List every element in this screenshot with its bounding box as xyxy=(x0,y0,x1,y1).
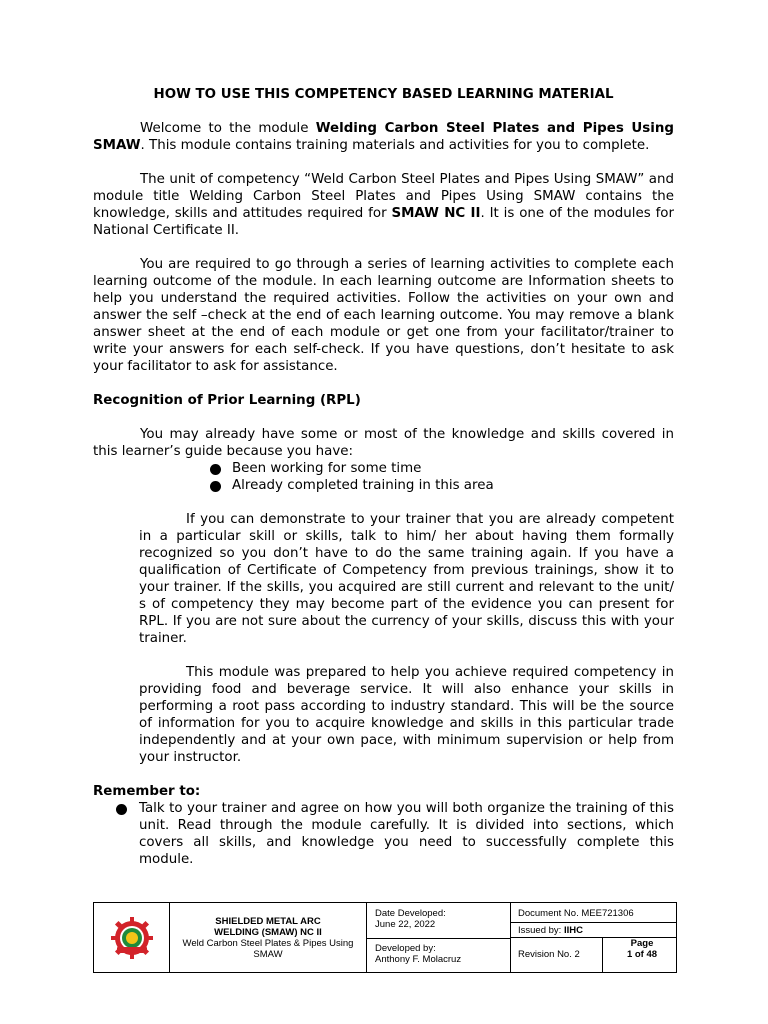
revision-number: Revision No. 2 xyxy=(518,949,580,960)
list-item: Been working for some time xyxy=(93,460,674,477)
intro-paragraph: Welcome to the module Welding Carbon Steel Plates and Pipes Using SMAW. This module contains training materials and activities for you to complete. xyxy=(93,121,674,153)
rpl-intro: You may already have some or most of the knowledge and skills covered in this learner’s guide because you have: xyxy=(93,427,674,459)
qualification-name: SMAW NC II xyxy=(391,206,481,221)
date-developed-value: June 22, 2022 xyxy=(375,919,436,930)
developed-by-cell: Developed by: Anthony F. Molacruz xyxy=(375,943,510,965)
date-developed-cell: Date Developed: June 22, 2022 xyxy=(375,908,510,930)
rpl-heading: Recognition of Prior Learning (RPL) xyxy=(93,393,361,408)
school-seal-logo-icon xyxy=(94,903,169,972)
course-subtitle: Weld Carbon Steel Plates & Pipes Using SMAW xyxy=(182,937,354,960)
bullet-icon xyxy=(210,464,221,475)
page-number-cell: Page 1 of 48 xyxy=(606,938,678,960)
issued-by-cell: Issued by: IIHC xyxy=(518,925,583,936)
developer-name: Anthony F. Molacruz xyxy=(375,954,462,965)
course-title-line2: WELDING (SMAW) NC II xyxy=(214,926,322,938)
bullet-icon xyxy=(210,481,221,492)
page-number: 1 of 48 xyxy=(626,949,658,960)
module-name: Welding Carbon Steel Plates and Pipes Using SMAW xyxy=(93,121,674,153)
document-title: HOW TO USE THIS COMPETENCY BASED LEARNING MATERIAL xyxy=(153,87,614,102)
bullet-icon xyxy=(116,804,127,815)
module-paragraph: This module was prepared to help you achieve required competency in providing food and beverage service. It will also enhance your skills in performing a root pass according to industry standard. This will be the source of information for you to acquire knowledge and skills in this particular trade independently and at your own pace, with minimum supervision or help from your instructor. xyxy=(139,665,674,765)
rpl-paragraph: If you can demonstrate to your trainer that you are already competent in a particular skill or skills, talk to him/ her about having them formally recognized so you don’t have to do the same training again. If you have a qualification of Certificate of Competency from previous trainings, show it to your trainer. If the skills, you acquired are still current and relevant to the unit/ s of competency they may become part of the evidence you can present for RPL. If you are not sure about the currency of your skills, discuss this with your trainer. xyxy=(139,512,674,646)
course-title-cell xyxy=(170,903,366,972)
course-title-line1: SHIELDED METAL ARC xyxy=(215,915,321,927)
remember-heading: Remember to: xyxy=(93,784,201,799)
list-item: Talk to your trainer and agree on how you will both organize the training of this unit. Read through the module carefully. It is divided into sections, which covers all skills, and knowledge you need to successfully complete this module. xyxy=(93,800,674,868)
list-item: Already completed training in this area xyxy=(93,477,674,494)
activities-paragraph: You are required to go through a series of learning activities to complete each learning outcome of the module. In each learning outcome are Information sheets to help you understand the required activities. Follow the activities on your own and answer the self –check at the end of each learning outcome. You may remove a blank answer sheet at the end of each module or get one from your facilitator/trainer to write your answers for each self-check. If you have questions, don’t hesitate to ask your facilitator to ask for assistance. xyxy=(93,257,674,374)
unit-paragraph: The unit of competency “Weld Carbon Steel Plates and Pipes Using SMAW” and module title Welding Carbon Steel Plates and Pipes Using SMAW contains the knowledge, skills and attitudes required for SMAW NC II. It is one of the modules for National Certificate II. xyxy=(93,172,674,238)
remember-bullet-list xyxy=(93,800,674,868)
issuer: IIHC xyxy=(563,925,583,936)
rpl-bullet-list xyxy=(93,460,674,494)
document-number: Document No. MEE721306 xyxy=(518,908,634,919)
footer-table xyxy=(93,902,677,973)
document-body xyxy=(93,86,674,868)
